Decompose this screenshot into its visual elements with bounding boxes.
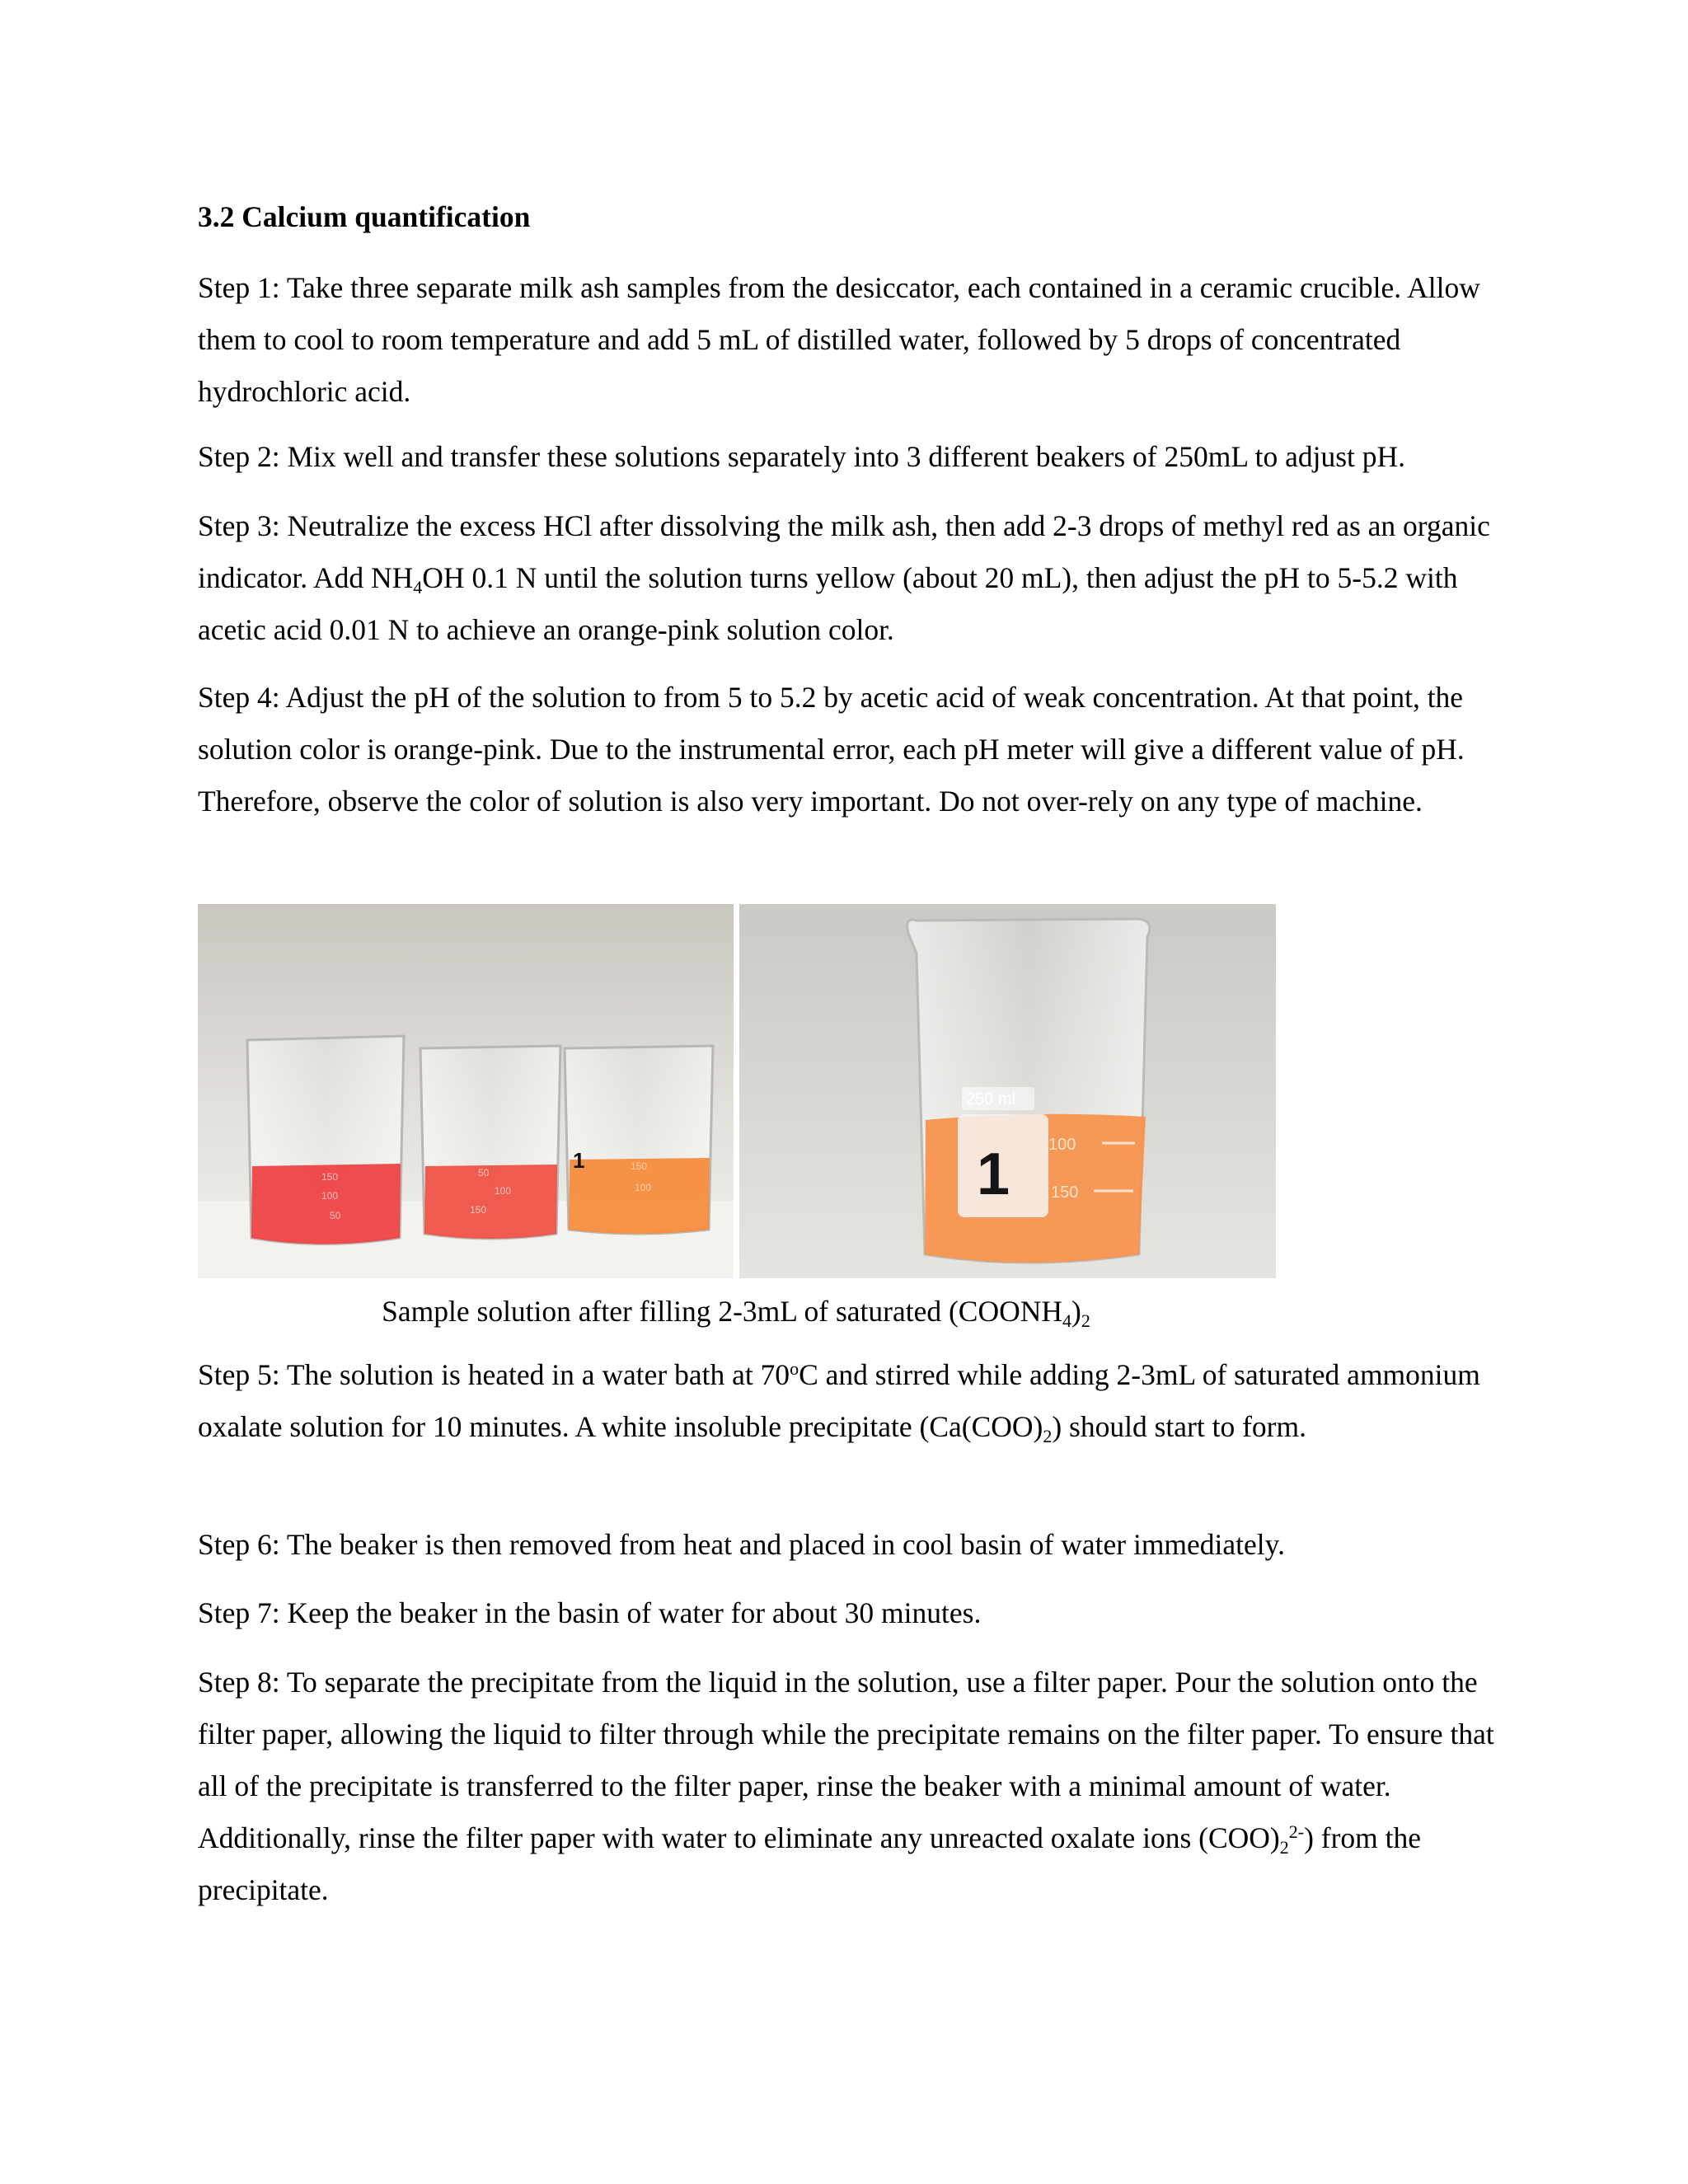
beaker-3-label: 1 [573, 1148, 585, 1173]
step-8-subscript: 2 [1279, 1836, 1289, 1858]
beaker-3-mark-2: 100 [635, 1182, 652, 1193]
caption-subscript-1: 4 [1062, 1310, 1072, 1331]
beaker-2-mark-2: 100 [495, 1185, 512, 1197]
beaker-2-mark-3: 150 [470, 1204, 487, 1216]
beaker-2-liquid [424, 1165, 557, 1239]
step-7-text: Step 7: Keep the beaker in the basin of water for about 30 minutes. [198, 1596, 982, 1629]
step-4-text: Step 4: Adjust the pH of the solution to from 5 to 5.2 by acetic acid of weak concentration. At that point, the solution color is orange-pink. Due to the instrumental error, each pH meter will give a different value of pH. Therefore, observe the color of solution is also very important. Do not over-rely on any type of machine. [198, 681, 1465, 818]
beaker-2 [420, 1046, 560, 1239]
beaker-1-mark-1: 150 [321, 1171, 339, 1183]
beaker-1-mark-2: 100 [321, 1190, 339, 1202]
step-4 [198, 672, 1500, 827]
beaker-3 [565, 1046, 713, 1234]
large-beaker-capacity: 250 ml [966, 1090, 1016, 1108]
photo-three-beakers [198, 904, 734, 1278]
single-beaker-illustration [739, 904, 1276, 1278]
step-2 [198, 431, 1500, 483]
step-3-subscript: 4 [413, 576, 423, 598]
step-5-text-c: ) should start to form. [1052, 1410, 1306, 1443]
step-3 [198, 500, 1500, 656]
step-8-text-b: ) from the precipitate. [198, 1821, 1422, 1906]
caption-text-b: ) [1071, 1295, 1081, 1328]
step-5-superscript: o [790, 1357, 799, 1379]
beaker-2-mark-1: 50 [478, 1167, 490, 1179]
large-beaker [907, 919, 1150, 1263]
step-5-subscript: 2 [1043, 1425, 1053, 1446]
large-beaker-label: 1 [977, 1141, 1010, 1207]
beaker-1 [247, 1036, 404, 1244]
step-8-superscript: 2- [1288, 1821, 1305, 1842]
section-heading: 3.2 Calcium quantification [198, 200, 531, 233]
step-1 [198, 262, 1500, 418]
step-5-text [198, 1349, 1500, 1453]
caption-text-a: Sample solution after filling 2-3mL of saturated (COONH [382, 1295, 1063, 1328]
step-5 [198, 1349, 1500, 1453]
step-6 [198, 1519, 1500, 1571]
step-3-text-b: OH 0.1 N until the solution turns yellow (about 20 mL), then adjust the pH to 5-5.2 with acetic acid 0.01 N to achieve an orange-pink solution color. [198, 561, 1458, 646]
caption-subscript-2: 2 [1081, 1310, 1090, 1331]
step-5-text-a: Step 5: The solution is heated in a water bath at 70 [198, 1358, 790, 1391]
step-1-text: Step 1: Take three separate milk ash samples from the desiccator, each contained in a ceramic crucible. Allow them to cool to room temperature and add 5 mL of distilled water, followed by 5 drops of concentrated hydrochloric acid. [198, 271, 1480, 408]
beaker-3-mark-1: 150 [631, 1160, 648, 1172]
step-7 [198, 1587, 1500, 1639]
step-6-text: Step 6: The beaker is then removed from heat and placed in cool basin of water immediately. [198, 1528, 1285, 1561]
photo-single-beaker [739, 904, 1276, 1278]
step-3-text [198, 500, 1500, 656]
step-8 [198, 1657, 1500, 1916]
beaker-1-mark-3: 50 [330, 1210, 341, 1221]
large-beaker-mark-1: 100 [1048, 1136, 1076, 1154]
step-3-text-a: Step 3: Neutralize the excess HCl after dissolving the milk ash, then add 2-3 drops of methyl red as an organic indicator. Add NH [198, 509, 1490, 594]
step-8-text-a: Step 8: To separate the precipitate from the liquid in the solution, use a filter paper. Pour the solution onto the filter paper, allowing the liquid to filter through while the precipitate remains on the filter paper. To ensure that all of the precipitate is transferred to the filter paper, rinse the beaker with a minimal amount of water. Additionally, rinse the filter paper with water to eliminate any unreacted oxalate ions (COO) [198, 1666, 1494, 1854]
step-8-text [198, 1657, 1500, 1916]
three-beakers-illustration [198, 904, 734, 1278]
large-beaker-mark-2: 150 [1051, 1183, 1079, 1202]
step-2-text: Step 2: Mix well and transfer these solutions separately into 3 different beakers of 250mL to adjust pH. [198, 440, 1406, 473]
figure-caption [198, 1291, 1274, 1332]
step-5-text-b: C and stirred while adding 2-3mL of saturated ammonium oxalate solution for 10 minutes. A white insoluble precipitate (Ca(COO) [198, 1358, 1480, 1443]
